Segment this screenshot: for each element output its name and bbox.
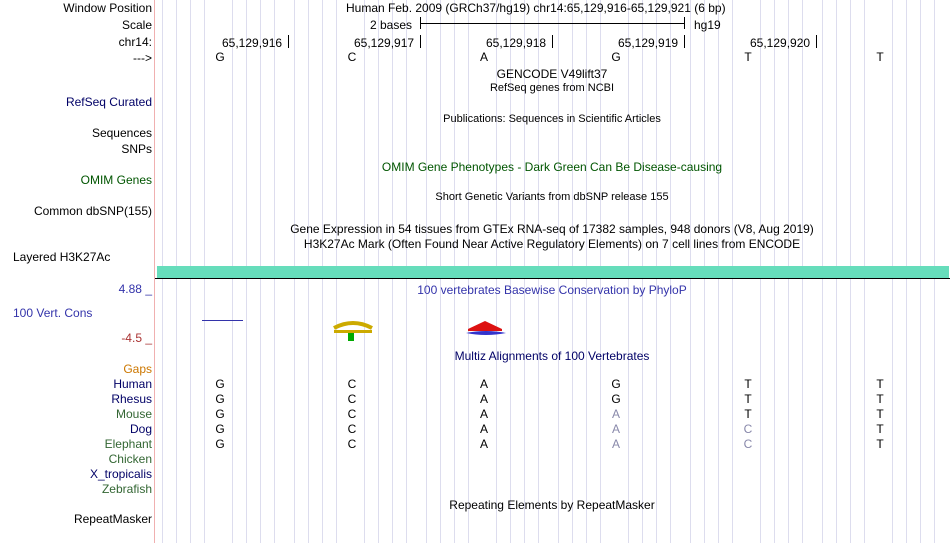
coord-tick	[288, 35, 289, 48]
species-label-elephant: Elephant	[104, 437, 152, 451]
phylop-min-label: -4.5 _	[121, 331, 152, 345]
publications-track-title[interactable]: Publications: Sequences in Scientific Articles	[443, 113, 661, 125]
repeatmasker-track-title[interactable]: Repeating Elements by RepeatMasker	[449, 498, 655, 512]
sequence-base: A	[479, 50, 489, 64]
gaps-label[interactable]: Gaps	[123, 362, 152, 376]
alignment-base-rhesus: C	[347, 392, 357, 406]
species-label-dog: Dog	[129, 422, 152, 436]
alignment-base-mouse: C	[347, 407, 357, 421]
scale-bar-end	[684, 17, 685, 29]
h3k27ac-track-label[interactable]: Layered H3K27Ac	[13, 250, 111, 264]
alignment-base-human: T	[744, 377, 752, 391]
alignment-base-dog: A	[611, 422, 621, 436]
species-label-chicken: Chicken	[108, 452, 152, 466]
coord-label: 65,129,919	[618, 36, 679, 50]
alignment-base-rhesus: A	[479, 392, 489, 406]
repeatmasker-track-label[interactable]: RepeatMasker	[73, 512, 152, 526]
alignment-base-human: A	[479, 377, 489, 391]
left-border-line	[154, 0, 155, 543]
species-label-human: Human	[113, 377, 152, 391]
sequence-base: G	[611, 50, 621, 64]
sequence-base: T	[744, 50, 752, 64]
alignment-base-elephant: C	[743, 437, 753, 451]
scale-text: 2 bases	[370, 18, 413, 32]
alignment-base-rhesus: T	[876, 392, 884, 406]
alignment-base-mouse: G	[215, 407, 225, 421]
coord-tick	[420, 35, 421, 48]
dbsnp-track-title[interactable]: Short Genetic Variants from dbSNP release 155	[435, 191, 669, 203]
coord-tick	[684, 35, 685, 48]
alignment-base-mouse: A	[479, 407, 489, 421]
multiz-track-title[interactable]: Multiz Alignments of 100 Vertebrates	[454, 349, 650, 363]
phylop-max-label: 4.88 _	[118, 282, 152, 296]
refseq-track-label[interactable]: RefSeq Curated	[65, 95, 152, 109]
omim-track-label[interactable]: OMIM Genes	[80, 173, 152, 187]
alignment-base-rhesus: G	[611, 392, 621, 406]
alignment-base-mouse: T	[744, 407, 752, 421]
conservation-logo-c	[330, 320, 376, 342]
coord-tick	[552, 35, 553, 48]
alignment-base-human: G	[215, 377, 225, 391]
assembly-text: hg19	[694, 18, 721, 32]
conservation-logo-a	[462, 321, 510, 337]
coord-label: 65,129,916	[222, 36, 283, 50]
window-position-text: Human Feb. 2009 (GRCh37/hg19) chr14:65,129,916-65,129,921 (6 bp)	[346, 1, 726, 15]
chrom-label: chr14:	[118, 35, 152, 49]
h3k27ac-baseline	[155, 278, 950, 279]
species-label-rhesus: Rhesus	[111, 392, 152, 406]
alignment-base-human: T	[876, 377, 884, 391]
alignment-base-elephant: A	[479, 437, 489, 451]
gtex-track-title[interactable]: Gene Expression in 54 tissues from GTEx RNA-seq of 17382 samples, 948 donors (V8, Aug 2019)	[290, 222, 814, 236]
alignment-base-dog: T	[876, 422, 884, 436]
species-label-mouse: Mouse	[115, 407, 152, 421]
alignment-base-elephant: C	[347, 437, 357, 451]
alignment-base-mouse: A	[611, 407, 621, 421]
alignment-base-elephant: T	[876, 437, 884, 451]
sequence-base: T	[876, 50, 884, 64]
scale-bar	[420, 23, 684, 24]
alignment-base-rhesus: T	[744, 392, 752, 406]
scale-label: Scale	[121, 18, 152, 32]
sequence-base: C	[347, 50, 357, 64]
gencode-track-title[interactable]: GENCODE V49lift37	[496, 67, 608, 81]
dbsnp-track-label[interactable]: Common dbSNP(155)	[33, 204, 152, 218]
h3k27ac-signal-band	[157, 266, 949, 278]
omim-track-title[interactable]: OMIM Gene Phenotypes - Dark Green Can Be Disease-causing	[381, 160, 723, 174]
alignment-base-dog: C	[743, 422, 753, 436]
species-label-xtropicalis: X_tropicalis	[89, 467, 152, 481]
cons-track-label[interactable]: 100 Vert. Cons	[13, 306, 93, 320]
alignment-base-dog: G	[215, 422, 225, 436]
alignment-base-mouse: T	[876, 407, 884, 421]
coord-tick	[816, 35, 817, 48]
alignment-base-elephant: A	[611, 437, 621, 451]
coord-label: 65,129,918	[486, 36, 547, 50]
alignment-base-elephant: G	[215, 437, 225, 451]
alignment-base-rhesus: G	[215, 392, 225, 406]
alignment-base-dog: C	[347, 422, 357, 436]
alignment-base-dog: A	[479, 422, 489, 436]
sequences-track-label[interactable]: Sequences	[91, 126, 152, 140]
refseq-track-title[interactable]: RefSeq genes from NCBI	[489, 82, 615, 94]
species-label-zebrafish: Zebrafish	[101, 482, 152, 496]
coord-label: 65,129,920	[750, 36, 811, 50]
alignment-base-human: C	[347, 377, 357, 391]
coord-label: 65,129,917	[354, 36, 415, 50]
strand-arrow-label[interactable]: --->	[133, 51, 152, 65]
snps-track-label[interactable]: SNPs	[121, 142, 152, 156]
window-position-label: Window Position	[63, 1, 152, 15]
h3k27ac-track-title[interactable]: H3K27Ac Mark (Often Found Near Active Regulatory Elements) on 7 cell lines from ENCODE	[303, 237, 801, 251]
sequence-base: G	[215, 50, 225, 64]
phylop-bar	[202, 320, 243, 321]
phylop-track-title[interactable]: 100 vertebrates Basewise Conservation by PhyloP	[417, 283, 687, 297]
alignment-base-human: G	[611, 377, 621, 391]
